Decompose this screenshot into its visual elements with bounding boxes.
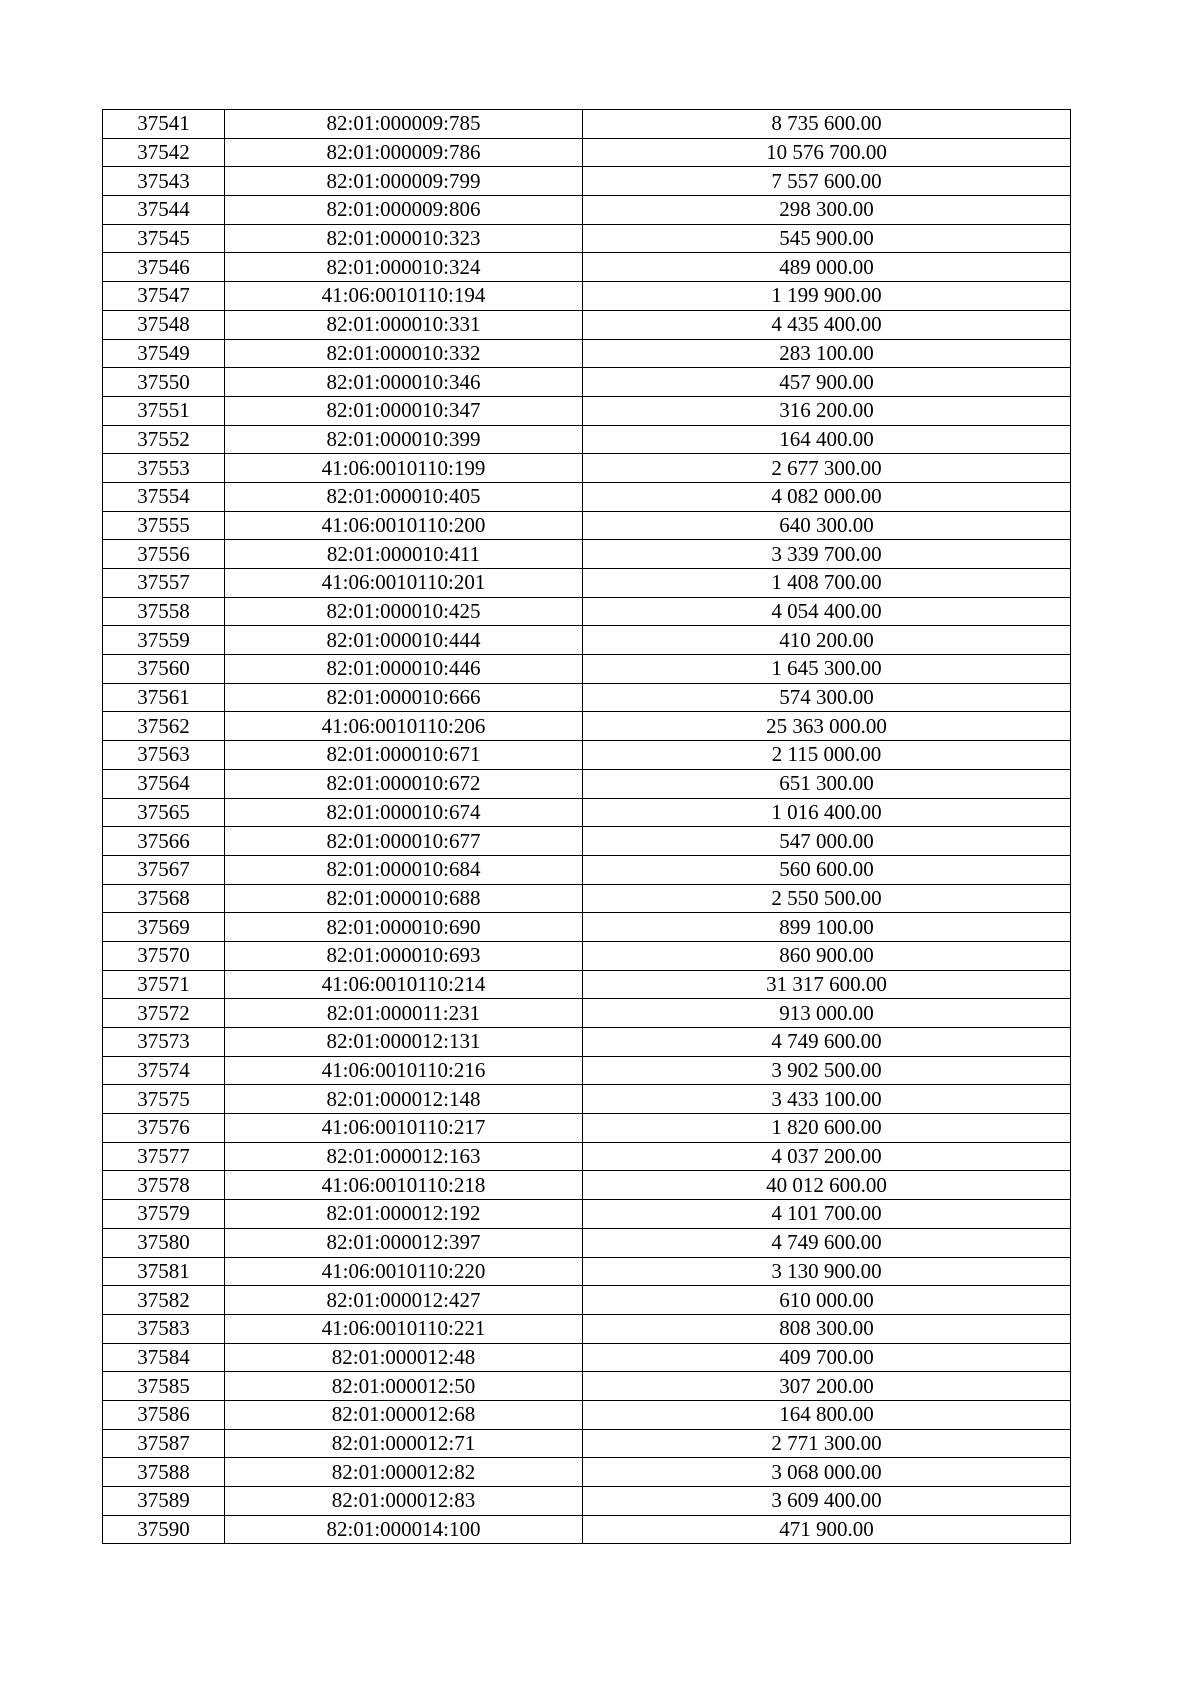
row-number-cell: 37579 xyxy=(103,1200,225,1229)
row-number-cell: 37562 xyxy=(103,712,225,741)
value-cell: 1 016 400.00 xyxy=(583,798,1071,827)
cadastral-number-cell: 82:01:000010:323 xyxy=(225,224,583,253)
row-number-cell: 37563 xyxy=(103,741,225,770)
table-row xyxy=(103,282,1071,311)
cadastral-number-cell: 41:06:0010110:200 xyxy=(225,511,583,540)
table-row xyxy=(103,941,1071,970)
cadastral-number-cell: 82:01:000011:231 xyxy=(225,999,583,1028)
cadastral-number-cell: 82:01:000009:806 xyxy=(225,196,583,225)
cadastral-number-cell: 82:01:000010:666 xyxy=(225,683,583,712)
row-number-cell: 37559 xyxy=(103,626,225,655)
cadastral-number-cell: 41:06:0010110:218 xyxy=(225,1171,583,1200)
row-number-cell: 37588 xyxy=(103,1458,225,1487)
table-row xyxy=(103,540,1071,569)
row-number-cell: 37551 xyxy=(103,396,225,425)
row-number-cell: 37549 xyxy=(103,339,225,368)
table-row xyxy=(103,769,1071,798)
cadastral-number-cell: 41:06:0010110:216 xyxy=(225,1056,583,1085)
cadastral-number-cell: 41:06:0010110:221 xyxy=(225,1314,583,1343)
row-number-cell: 37550 xyxy=(103,368,225,397)
row-number-cell: 37575 xyxy=(103,1085,225,1114)
row-number-cell: 37582 xyxy=(103,1286,225,1315)
value-cell: 4 054 400.00 xyxy=(583,597,1071,626)
table-body xyxy=(103,110,1071,1544)
row-number-cell: 37583 xyxy=(103,1314,225,1343)
value-cell: 7 557 600.00 xyxy=(583,167,1071,196)
table-row xyxy=(103,655,1071,684)
value-cell: 1 408 700.00 xyxy=(583,569,1071,598)
value-cell: 2 771 300.00 xyxy=(583,1429,1071,1458)
value-cell: 4 101 700.00 xyxy=(583,1200,1071,1229)
row-number-cell: 37558 xyxy=(103,597,225,626)
cadastral-number-cell: 82:01:000010:347 xyxy=(225,396,583,425)
table-row xyxy=(103,396,1071,425)
table-row xyxy=(103,1142,1071,1171)
value-cell: 298 300.00 xyxy=(583,196,1071,225)
cadastral-number-cell: 82:01:000010:674 xyxy=(225,798,583,827)
cadastral-number-cell: 82:01:000010:693 xyxy=(225,941,583,970)
row-number-cell: 37573 xyxy=(103,1028,225,1057)
cadastral-number-cell: 82:01:000010:405 xyxy=(225,482,583,511)
value-cell: 2 677 300.00 xyxy=(583,454,1071,483)
row-number-cell: 37567 xyxy=(103,855,225,884)
value-cell: 4 749 600.00 xyxy=(583,1028,1071,1057)
cadastral-number-cell: 82:01:000010:332 xyxy=(225,339,583,368)
cadastral-number-cell: 82:01:000014:100 xyxy=(225,1515,583,1544)
row-number-cell: 37568 xyxy=(103,884,225,913)
value-cell: 651 300.00 xyxy=(583,769,1071,798)
table-row xyxy=(103,999,1071,1028)
row-number-cell: 37586 xyxy=(103,1400,225,1429)
row-number-cell: 37542 xyxy=(103,138,225,167)
table-row xyxy=(103,138,1071,167)
table-row xyxy=(103,1515,1071,1544)
cadastral-number-cell: 82:01:000010:346 xyxy=(225,368,583,397)
cadastral-number-cell: 82:01:000010:411 xyxy=(225,540,583,569)
row-number-cell: 37570 xyxy=(103,941,225,970)
table-row xyxy=(103,110,1071,139)
table-row xyxy=(103,511,1071,540)
cadastral-number-cell: 82:01:000010:425 xyxy=(225,597,583,626)
table-row xyxy=(103,1028,1071,1057)
value-cell: 10 576 700.00 xyxy=(583,138,1071,167)
table-row xyxy=(103,1372,1071,1401)
row-number-cell: 37574 xyxy=(103,1056,225,1085)
table-row xyxy=(103,224,1071,253)
value-cell: 31 317 600.00 xyxy=(583,970,1071,999)
cadastral-number-cell: 41:06:0010110:220 xyxy=(225,1257,583,1286)
value-cell: 4 082 000.00 xyxy=(583,482,1071,511)
row-number-cell: 37587 xyxy=(103,1429,225,1458)
row-number-cell: 37548 xyxy=(103,310,225,339)
value-cell: 4 037 200.00 xyxy=(583,1142,1071,1171)
table-row xyxy=(103,253,1071,282)
table-row xyxy=(103,626,1071,655)
cadastral-number-cell: 82:01:000009:786 xyxy=(225,138,583,167)
value-cell: 307 200.00 xyxy=(583,1372,1071,1401)
row-number-cell: 37571 xyxy=(103,970,225,999)
table-row xyxy=(103,569,1071,598)
table-row xyxy=(103,1314,1071,1343)
cadastral-number-cell: 82:01:000010:331 xyxy=(225,310,583,339)
table-row xyxy=(103,310,1071,339)
cadastral-number-cell: 82:01:000012:83 xyxy=(225,1487,583,1516)
value-cell: 640 300.00 xyxy=(583,511,1071,540)
value-cell: 3 339 700.00 xyxy=(583,540,1071,569)
cadastral-number-cell: 82:01:000010:672 xyxy=(225,769,583,798)
row-number-cell: 37580 xyxy=(103,1228,225,1257)
table-row xyxy=(103,1228,1071,1257)
cadastral-number-cell: 82:01:000010:671 xyxy=(225,741,583,770)
cadastral-number-cell: 82:01:000010:690 xyxy=(225,913,583,942)
row-number-cell: 37543 xyxy=(103,167,225,196)
table-row xyxy=(103,1487,1071,1516)
value-cell: 610 000.00 xyxy=(583,1286,1071,1315)
table-row xyxy=(103,1056,1071,1085)
table-row xyxy=(103,741,1071,770)
table-row xyxy=(103,1286,1071,1315)
cadastral-number-cell: 82:01:000012:82 xyxy=(225,1458,583,1487)
value-cell: 3 068 000.00 xyxy=(583,1458,1071,1487)
table-row xyxy=(103,683,1071,712)
cadastral-number-cell: 82:01:000012:71 xyxy=(225,1429,583,1458)
row-number-cell: 37556 xyxy=(103,540,225,569)
row-number-cell: 37584 xyxy=(103,1343,225,1372)
row-number-cell: 37547 xyxy=(103,282,225,311)
row-number-cell: 37544 xyxy=(103,196,225,225)
cadastral-number-cell: 82:01:000010:446 xyxy=(225,655,583,684)
row-number-cell: 37560 xyxy=(103,655,225,684)
value-cell: 808 300.00 xyxy=(583,1314,1071,1343)
data-table xyxy=(102,109,1071,1544)
cadastral-number-cell: 41:06:0010110:206 xyxy=(225,712,583,741)
cadastral-number-cell: 82:01:000012:397 xyxy=(225,1228,583,1257)
table-row xyxy=(103,1085,1071,1114)
table-row xyxy=(103,798,1071,827)
cadastral-number-cell: 82:01:000010:684 xyxy=(225,855,583,884)
table-row xyxy=(103,482,1071,511)
cadastral-number-cell: 82:01:000010:688 xyxy=(225,884,583,913)
table-row xyxy=(103,712,1071,741)
value-cell: 2 550 500.00 xyxy=(583,884,1071,913)
row-number-cell: 37585 xyxy=(103,1372,225,1401)
row-number-cell: 37572 xyxy=(103,999,225,1028)
row-number-cell: 37565 xyxy=(103,798,225,827)
value-cell: 3 130 900.00 xyxy=(583,1257,1071,1286)
cadastral-number-cell: 82:01:000012:163 xyxy=(225,1142,583,1171)
cadastral-number-cell: 41:06:0010110:199 xyxy=(225,454,583,483)
cadastral-number-cell: 82:01:000012:148 xyxy=(225,1085,583,1114)
table-row xyxy=(103,1429,1071,1458)
value-cell: 8 735 600.00 xyxy=(583,110,1071,139)
cadastral-number-cell: 41:06:0010110:201 xyxy=(225,569,583,598)
value-cell: 574 300.00 xyxy=(583,683,1071,712)
cadastral-number-cell: 82:01:000010:677 xyxy=(225,827,583,856)
value-cell: 1 199 900.00 xyxy=(583,282,1071,311)
table-row xyxy=(103,855,1071,884)
cadastral-number-cell: 82:01:000010:444 xyxy=(225,626,583,655)
value-cell: 1 645 300.00 xyxy=(583,655,1071,684)
row-number-cell: 37566 xyxy=(103,827,225,856)
value-cell: 489 000.00 xyxy=(583,253,1071,282)
cadastral-number-cell: 82:01:000010:399 xyxy=(225,425,583,454)
table-row xyxy=(103,339,1071,368)
row-number-cell: 37577 xyxy=(103,1142,225,1171)
value-cell: 899 100.00 xyxy=(583,913,1071,942)
cadastral-number-cell: 41:06:0010110:217 xyxy=(225,1114,583,1143)
value-cell: 409 700.00 xyxy=(583,1343,1071,1372)
value-cell: 560 600.00 xyxy=(583,855,1071,884)
row-number-cell: 37590 xyxy=(103,1515,225,1544)
value-cell: 283 100.00 xyxy=(583,339,1071,368)
table-row xyxy=(103,196,1071,225)
value-cell: 40 012 600.00 xyxy=(583,1171,1071,1200)
table-row xyxy=(103,597,1071,626)
cadastral-number-cell: 82:01:000012:131 xyxy=(225,1028,583,1057)
cadastral-number-cell: 82:01:000012:50 xyxy=(225,1372,583,1401)
row-number-cell: 37569 xyxy=(103,913,225,942)
value-cell: 860 900.00 xyxy=(583,941,1071,970)
row-number-cell: 37552 xyxy=(103,425,225,454)
table-row xyxy=(103,884,1071,913)
table-row xyxy=(103,827,1071,856)
table-row xyxy=(103,1200,1071,1229)
row-number-cell: 37554 xyxy=(103,482,225,511)
value-cell: 3 902 500.00 xyxy=(583,1056,1071,1085)
table-row xyxy=(103,1458,1071,1487)
cadastral-number-cell: 41:06:0010110:214 xyxy=(225,970,583,999)
value-cell: 471 900.00 xyxy=(583,1515,1071,1544)
row-number-cell: 37545 xyxy=(103,224,225,253)
row-number-cell: 37553 xyxy=(103,454,225,483)
table-row xyxy=(103,1171,1071,1200)
row-number-cell: 37555 xyxy=(103,511,225,540)
value-cell: 164 400.00 xyxy=(583,425,1071,454)
table-row xyxy=(103,1400,1071,1429)
value-cell: 410 200.00 xyxy=(583,626,1071,655)
cadastral-number-cell: 82:01:000009:799 xyxy=(225,167,583,196)
cadastral-number-cell: 82:01:000010:324 xyxy=(225,253,583,282)
cadastral-number-cell: 82:01:000009:785 xyxy=(225,110,583,139)
value-cell: 2 115 000.00 xyxy=(583,741,1071,770)
table-row xyxy=(103,368,1071,397)
value-cell: 316 200.00 xyxy=(583,396,1071,425)
cadastral-number-cell: 41:06:0010110:194 xyxy=(225,282,583,311)
value-cell: 457 900.00 xyxy=(583,368,1071,397)
table-row xyxy=(103,913,1071,942)
row-number-cell: 37576 xyxy=(103,1114,225,1143)
row-number-cell: 37581 xyxy=(103,1257,225,1286)
value-cell: 3 433 100.00 xyxy=(583,1085,1071,1114)
table-row xyxy=(103,970,1071,999)
cadastral-number-cell: 82:01:000012:68 xyxy=(225,1400,583,1429)
table-row xyxy=(103,1114,1071,1143)
row-number-cell: 37557 xyxy=(103,569,225,598)
value-cell: 4 749 600.00 xyxy=(583,1228,1071,1257)
row-number-cell: 37561 xyxy=(103,683,225,712)
value-cell: 1 820 600.00 xyxy=(583,1114,1071,1143)
row-number-cell: 37578 xyxy=(103,1171,225,1200)
value-cell: 547 000.00 xyxy=(583,827,1071,856)
table-row xyxy=(103,167,1071,196)
row-number-cell: 37546 xyxy=(103,253,225,282)
row-number-cell: 37564 xyxy=(103,769,225,798)
value-cell: 4 435 400.00 xyxy=(583,310,1071,339)
value-cell: 545 900.00 xyxy=(583,224,1071,253)
cadastral-number-cell: 82:01:000012:427 xyxy=(225,1286,583,1315)
cadastral-number-cell: 82:01:000012:48 xyxy=(225,1343,583,1372)
table-row xyxy=(103,1257,1071,1286)
table-row xyxy=(103,1343,1071,1372)
table-row xyxy=(103,454,1071,483)
table-row xyxy=(103,425,1071,454)
value-cell: 913 000.00 xyxy=(583,999,1071,1028)
row-number-cell: 37541 xyxy=(103,110,225,139)
cadastral-number-cell: 82:01:000012:192 xyxy=(225,1200,583,1229)
value-cell: 3 609 400.00 xyxy=(583,1487,1071,1516)
value-cell: 164 800.00 xyxy=(583,1400,1071,1429)
row-number-cell: 37589 xyxy=(103,1487,225,1516)
value-cell: 25 363 000.00 xyxy=(583,712,1071,741)
